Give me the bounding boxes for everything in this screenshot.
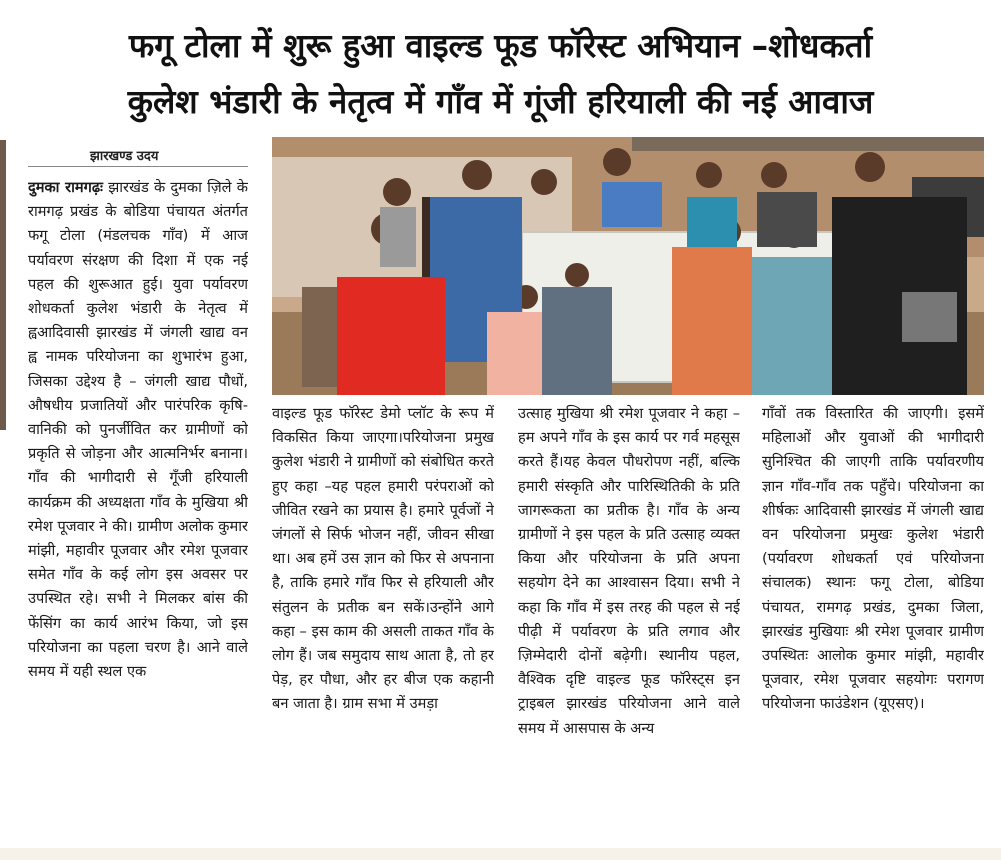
article-column-1 (28, 176, 248, 842)
adjacent-photo-edge (0, 140, 6, 430)
article-column-4: गाँवों तक विस्तारित की जाएगी। इसमें महिलाओं और युवाओं की भागीदारी सुनिश्चित की जाएगी ताकि पर्यावरणीय ज्ञान गाँव-गाँव तक पहुँचे। परियोजना का शीर्षकः आदिवासी झारखंड में जंगली खाद्य वन परियोजना प्रमुखः कुलेश भंडारी (पर्यावरण शोधकर्ता एवं परियोजना संचालक) स्थानः फगू टोला, बोडिया पंचायत, रामगढ़ प्रखंड, दुमका जिला, झारखंड मुखियाः श्री रमेश पूजवार ग्रामीण उपस्थितः आलोक कुमार मांझी, महावीर पूजवार, रमेश पूजवार सहयोगः परागण परियोजना फाउंडेशन (यूएसए)। (762, 405, 984, 713)
article-column-2: वाइल्ड फूड फॉरेस्ट डेमो प्लॉट के रूप में विकसित किया जाएगा।परियोजना प्रमुख कुलेश भंडारी ने ग्रामीणों को संबोधित करते हुए कहा –यह पहल हमारी परंपराओं को जीवित रखने का प्रयास है। हमारे पूर्वजों ने जंगलों से सिर्फ भोजन नहीं, जीवन सीखा था। अब हमें उस ज्ञान को फिर से अपनाना है, ताकि हमारे गाँव फिर से हरियाली और संतुलन के प्रतीक बन सकें।उन्होंने आगे कहा – इस काम की असली ताकत गाँव के लोग हैं। जब समुदाय साथ आता है, तो हर पेड़, हर पौधा, और हर बीज एक कहानी बन जाता है। ग्राम सभा में उमड़ा (272, 405, 494, 713)
group-photo (272, 137, 984, 395)
headline-line-1: फगू टोला में शुरू हुआ वाइल्ड फूड फॉरेस्ट अभियान –शोधकर्ता (128, 26, 873, 65)
headline-line-2: कुलेश भंडारी के नेतृत्व में गाँव में गूंजी हरियाली की नई आवाज (127, 82, 874, 121)
byline-divider (28, 166, 248, 167)
page-bottom-strip (0, 848, 1001, 860)
byline: झारखण्ड उदय (90, 149, 159, 164)
article-column-3: उत्साह मुखिया श्री रमेश पूजवार ने कहा – हम अपने गाँव के इस कार्य पर गर्व महसूस करते हैं।यह केवल पौधरोपण नहीं, बल्कि हमारी संस्कृति और पारिस्थितिकी के प्रति जागरूकता का प्रतीक है। गाँव के अन्य ग्रामीणों ने इस पहल के प्रति उत्साह व्यक्त किया और परियोजना के प्रति अपना सहयोग देने का आश्वासन दिया। सभी ने कहा कि गाँव में इस तरह की पहल से नई पीढ़ी में पर्यावरण के प्रति लगाव और ज़िम्मेदारी दोनों बढ़ेगी। स्थानीय पहल, वैश्विक दृष्टि वाइल्ड फूड फॉरेस्ट्स इन ट्राइबल झारखंड परियोजना आने वाले समय में आसपास के अन्य (518, 405, 740, 737)
dateline: दुमका रामगढ़ः (28, 179, 103, 196)
column-1-text: झारखंड के दुमका ज़िले के रामगढ़ प्रखंड के बोडिया पंचायत अंतर्गत फगू टोला (मंडलचक गाँव) में आज पर्यावरण संरक्षण की दिशा में एक नई पहल की शुरूआत हुई। युवा पर्यावरण शोधकर्ता कुलेश भंडारी के नेतृत्व में ह्वआदिवासी झारखंड में जंगली खाद्य वन ह्व नामक परियोजना का शुभारंभ हुआ, जिसका उद्देश्य है – जंगली खाद्य पौधों, औषधीय प्रजातियों और पारंपरिक कृषि-वानिकी को पुनर्जीवित कर ग्रामीणों को प्रकृति से जोड़ना और आत्मनिर्भर बनाना। गाँव की भागीदारी से गूँजी हरियाली कार्यक्रम की अध्यक्षता गाँव के मुखिया श्री रमेश पूजवार ने की। ग्रामीण अलोक कुमार मांझी, महावीर पूजवार और रमेश पूजवार समेत गाँव के कई लोग इस अवसर पर उपस्थित रहे। सभी ने मिलकर बांस की फेंसिंग का कार्य आरंभ किया, जो इस परियोजना का पहला चरण है। आने वाले समय में यही स्थल एक (28, 179, 248, 681)
photo-illustration (272, 137, 984, 395)
